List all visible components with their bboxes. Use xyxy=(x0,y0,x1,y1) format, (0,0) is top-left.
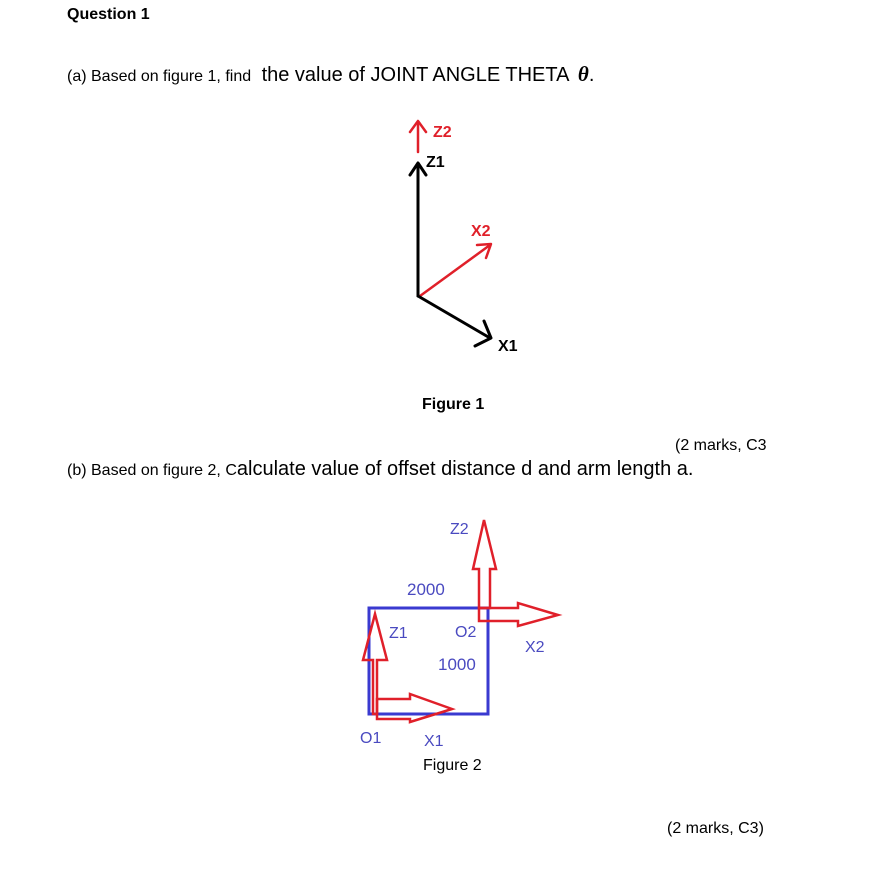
fig2-x2-label: X2 xyxy=(525,639,545,656)
question-heading: Question 1 xyxy=(67,6,150,23)
z2-label: Z2 xyxy=(433,124,452,141)
part-a-prefix: (a) Based on figure 1, find xyxy=(67,68,252,85)
part-a-main: the value of JOINT ANGLE THETA xyxy=(261,64,570,86)
x1-label: X1 xyxy=(498,338,518,355)
z1-label: Z1 xyxy=(426,154,445,171)
marks-part-b: (2 marks, C3) xyxy=(667,820,764,837)
figure-1-caption: Figure 1 xyxy=(422,396,485,413)
fig2-z1-label: Z1 xyxy=(389,625,408,642)
figure-2-caption: Figure 2 xyxy=(423,757,482,774)
o1-label: O1 xyxy=(360,730,382,747)
fig2-z2-label: Z2 xyxy=(450,521,469,538)
height-label: 1000 xyxy=(438,655,476,674)
theta-symbol: θ xyxy=(577,62,589,86)
x2-label: X2 xyxy=(471,223,491,240)
x1-arrow xyxy=(377,694,452,722)
part-b-main: alculate value of offset distance d and arm length a. xyxy=(236,458,694,480)
z2-arrow xyxy=(473,520,496,608)
o2-label: O2 xyxy=(455,624,477,641)
part-a-end: . xyxy=(588,64,595,86)
fig2-x1-label: X1 xyxy=(424,733,444,750)
marks-part-a: (2 marks, C3 xyxy=(675,437,767,454)
part-b-prefix: (b) Based on figure 2, C xyxy=(67,462,237,479)
width-label: 2000 xyxy=(407,580,445,599)
